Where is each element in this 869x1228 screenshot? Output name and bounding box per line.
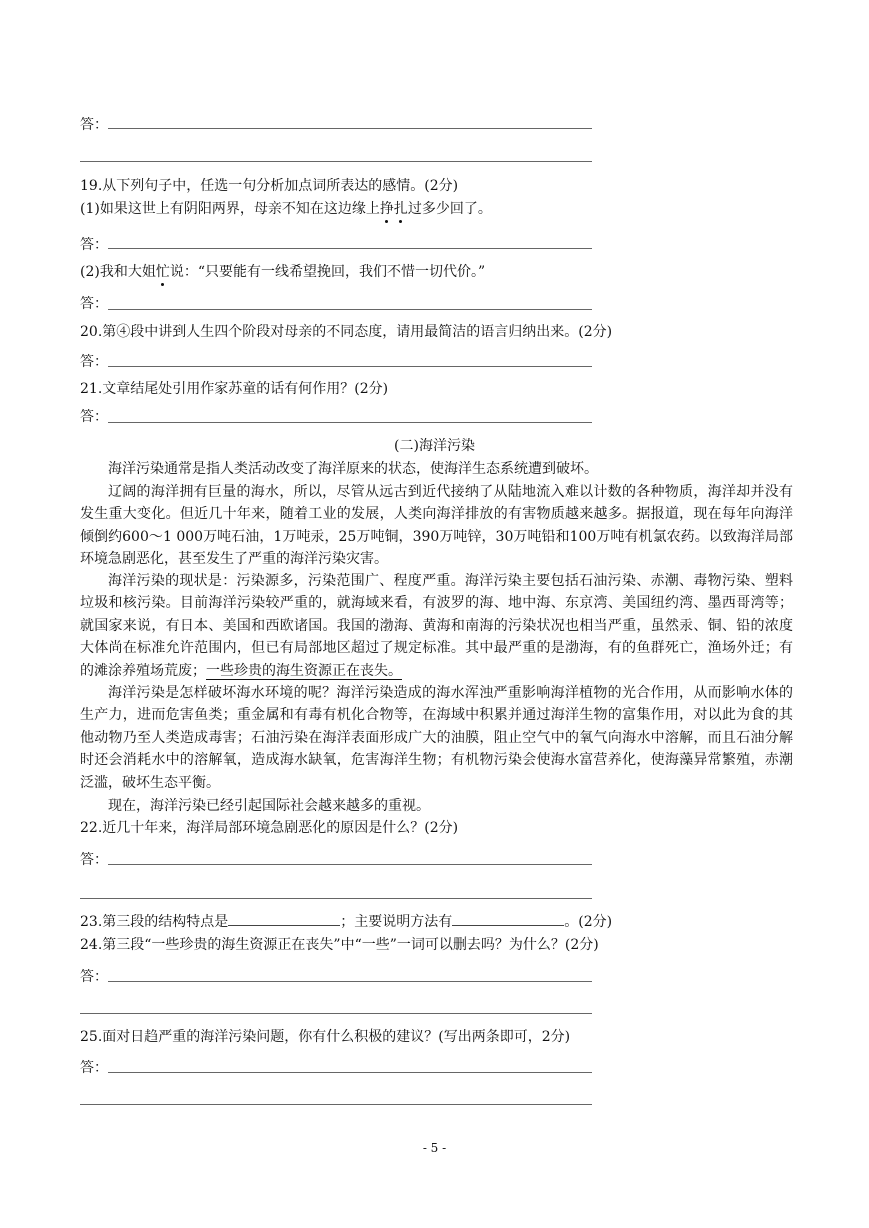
- fill-blank[interactable]: [228, 911, 340, 926]
- answer-line: [80, 1013, 592, 1014]
- fill-blank[interactable]: [452, 911, 564, 926]
- question-20: 20.第④段中讲到人生四个阶段对母亲的不同态度，请用最简洁的语言归纳出来。(2分): [80, 324, 613, 340]
- paragraph-4: 海洋污染是怎样破坏海水环境的呢？海洋污染造成的海水浑浊严重影响海洋植物的光合作用，从而影响水体的生产力，进而危害鱼类；重金属和有毒有机化合物等，在海域中积累并通过海洋生物的富集作用，对以此为食的其他动物乃至人类造成毒害；石油污染在海洋表面形成广大的油膜，阻止空气中的氧气向海水中溶解，而且石油分解时还会消耗水中的溶解氧，造成海水缺氧，危害海洋生物；有机物污染会使海水富营养化，使海藻异常繁殖，赤潮泛滥，破坏生态平衡。: [80, 685, 793, 791]
- answer-label: 答：: [80, 237, 108, 253]
- answer-line: [80, 898, 592, 899]
- question-25: 25.面对日趋严重的海洋污染问题，你有什么积极的建议？(写出两条即可，2分): [80, 1029, 571, 1045]
- question-23: 23.第三段的结构特点是 ；主要说明方法有 。(2分): [80, 911, 612, 932]
- section-title: (二)海洋污染: [394, 438, 475, 454]
- question-21: 21.文章结尾处引用作家苏童的话有何作用？(2分): [80, 381, 389, 397]
- answer-line: [108, 309, 592, 310]
- answer-line: [108, 366, 592, 367]
- page-number: - 5 -: [422, 1141, 447, 1155]
- question-19-sentence-1: (1)如果这世上有阴阳两界，母亲不知在这边缘上挣扎过多少回了。: [80, 201, 492, 217]
- dotted-word: 忙: [155, 264, 170, 280]
- dotted-word: 扎: [393, 201, 408, 217]
- answer-label: 答：: [80, 1060, 108, 1076]
- paragraph-3: 海洋污染的现状是：污染源多，污染范围广、程度严重。海洋污染主要包括石油污染、赤潮、毒物污染、塑料垃圾和核污染。目前海洋污染较严重的，就海域来看，有波罗的海、地中海、东京湾、美国纽约湾、墨西哥湾等；就国家来说，有日本、美国和西欧诸国。我国的渤海、黄海和南海的污染状况也相当严重，虽然汞、铜、铅的浓度大体尚在标准允许范围内，但已有局部地区超过了规定标准。其中最严重的是渤海，有的鱼群死亡，渔场外迁；有的滩涂养殖场荒废；一些珍贵的海生资源正在丧失。: [80, 573, 793, 679]
- answer-line: [108, 248, 592, 249]
- answer-line: [108, 864, 592, 865]
- answer-label: 答：: [80, 117, 108, 133]
- answer-line: [108, 981, 592, 982]
- answer-line: [80, 1104, 592, 1105]
- answer-label: 答：: [80, 354, 108, 370]
- answer-line: [108, 1072, 592, 1073]
- paragraph-1: 海洋污染通常是指人类活动改变了海洋原来的状态，使海洋生态系统遭到破坏。: [108, 461, 598, 477]
- answer-label: 答：: [80, 296, 108, 312]
- answer-label: 答：: [80, 852, 108, 868]
- answer-label: 答：: [80, 969, 108, 985]
- underlined-sentence: 一些珍贵的海生资源正在丧失。: [206, 662, 402, 679]
- question-22: 22.近几十年来，海洋局部环境急剧恶化的原因是什么？(2分): [80, 820, 459, 836]
- question-19-sentence-2: (2)我和大姐忙说：“只要能有一线希望挽回，我们不惜一切代价。”: [80, 264, 486, 280]
- answer-line: [108, 128, 592, 129]
- answer-line: [80, 161, 592, 162]
- answer-line: [108, 422, 592, 423]
- question-19-stem: 19.从下列句子中，任选一句分析加点词所表达的感情。(2分): [80, 178, 459, 194]
- dotted-word: 挣: [379, 201, 394, 217]
- paragraph-5: 现在，海洋污染已经引起国际社会越来越多的重视。: [108, 798, 430, 814]
- paragraph-2: 辽阔的海洋拥有巨量的海水，所以，尽管从远古到近代接纳了从陆地流入难以计数的各种物质，海洋却并没有发生重大变化。但近几十年来，随着工业的发展，人类向海洋排放的有害物质越来越多。据报道，现在每年向海洋倾倒约600～1 000万吨石油，1万吨汞，25万吨铜，390万吨锌，30万吨铅和100万吨有机氯农药。以致海洋局部环境急剧恶化，甚至发生了严重的海洋污染灾害。: [80, 484, 793, 568]
- question-24: 24.第三段“一些珍贵的海生资源正在丧失”中“一些”一词可以删去吗？为什么？(2分): [80, 937, 599, 953]
- answer-label: 答：: [80, 409, 108, 425]
